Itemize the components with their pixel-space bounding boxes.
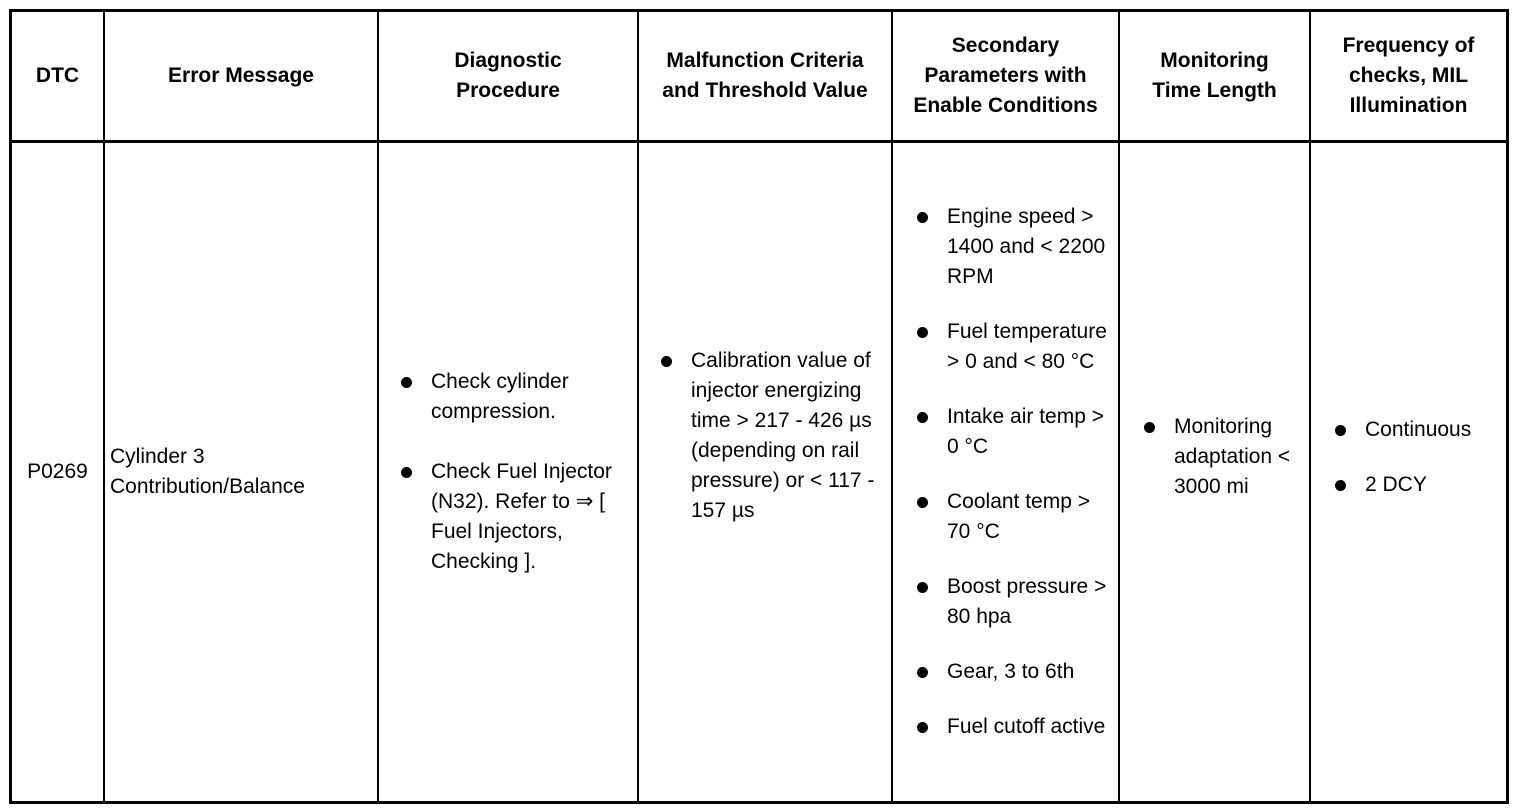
list-item: 2 DCY [1331, 470, 1471, 500]
list-item: Check cylinder compression. [397, 367, 627, 427]
dtc-code: P0269 [27, 460, 88, 483]
malfunction-criteria-list [657, 346, 885, 526]
diagnostic-procedure-list [397, 367, 627, 577]
list-item: Boost pressure > 80 hpa [913, 572, 1114, 632]
frequency-list [1331, 415, 1471, 500]
cell-diagnostic-procedure [379, 143, 637, 801]
list-item: Gear, 3 to 6th [913, 657, 1114, 687]
cell-malfunction-criteria [639, 143, 891, 801]
cell-dtc [12, 143, 103, 801]
error-message-text: Cylinder 3 Contribution/Balance [110, 445, 305, 498]
cell-error-message [105, 143, 377, 801]
header-dtc: DTC [35, 64, 80, 87]
list-item: Continuous [1331, 415, 1471, 445]
list-item: Coolant temp > 70 °C [913, 487, 1114, 547]
header-diagnostic-procedure: Diagnostic Procedure [454, 49, 562, 102]
list-item: Fuel cutoff active [913, 712, 1114, 742]
list-item: Monitoring adaptation < 3000 mi [1140, 412, 1301, 502]
header-monitoring-time: Monitoring Time Length [1152, 49, 1277, 102]
list-item: Engine speed > 1400 and < 2200 RPM [913, 202, 1114, 292]
header-malfunction-criteria: Malfunction Criteria and Threshold Value [662, 49, 868, 102]
header-frequency: Frequency of checks, MIL Illumination [1342, 34, 1475, 117]
list-item: Fuel temperature > 0 and < 80 °C [913, 317, 1114, 377]
cell-frequency [1311, 143, 1506, 801]
monitoring-time-list [1140, 412, 1301, 502]
header-secondary-parameters: Secondary Parameters with Enable Conditions [913, 34, 1098, 117]
cell-secondary-parameters [893, 143, 1118, 801]
list-item: Intake air temp > 0 °C [913, 402, 1114, 462]
dtc-table [9, 9, 1509, 804]
list-item: Calibration value of injector energizing time > 217 - 426 µs (depending on rail pressure) or < 117 - 157 µs [657, 346, 885, 526]
header-error-message: Error Message [168, 64, 314, 87]
cell-monitoring-time [1120, 143, 1309, 801]
secondary-parameters-list [913, 202, 1114, 742]
list-item: Check Fuel Injector (N32). Refer to ⇒ [ Fuel Injectors, Checking ]. [397, 457, 627, 577]
